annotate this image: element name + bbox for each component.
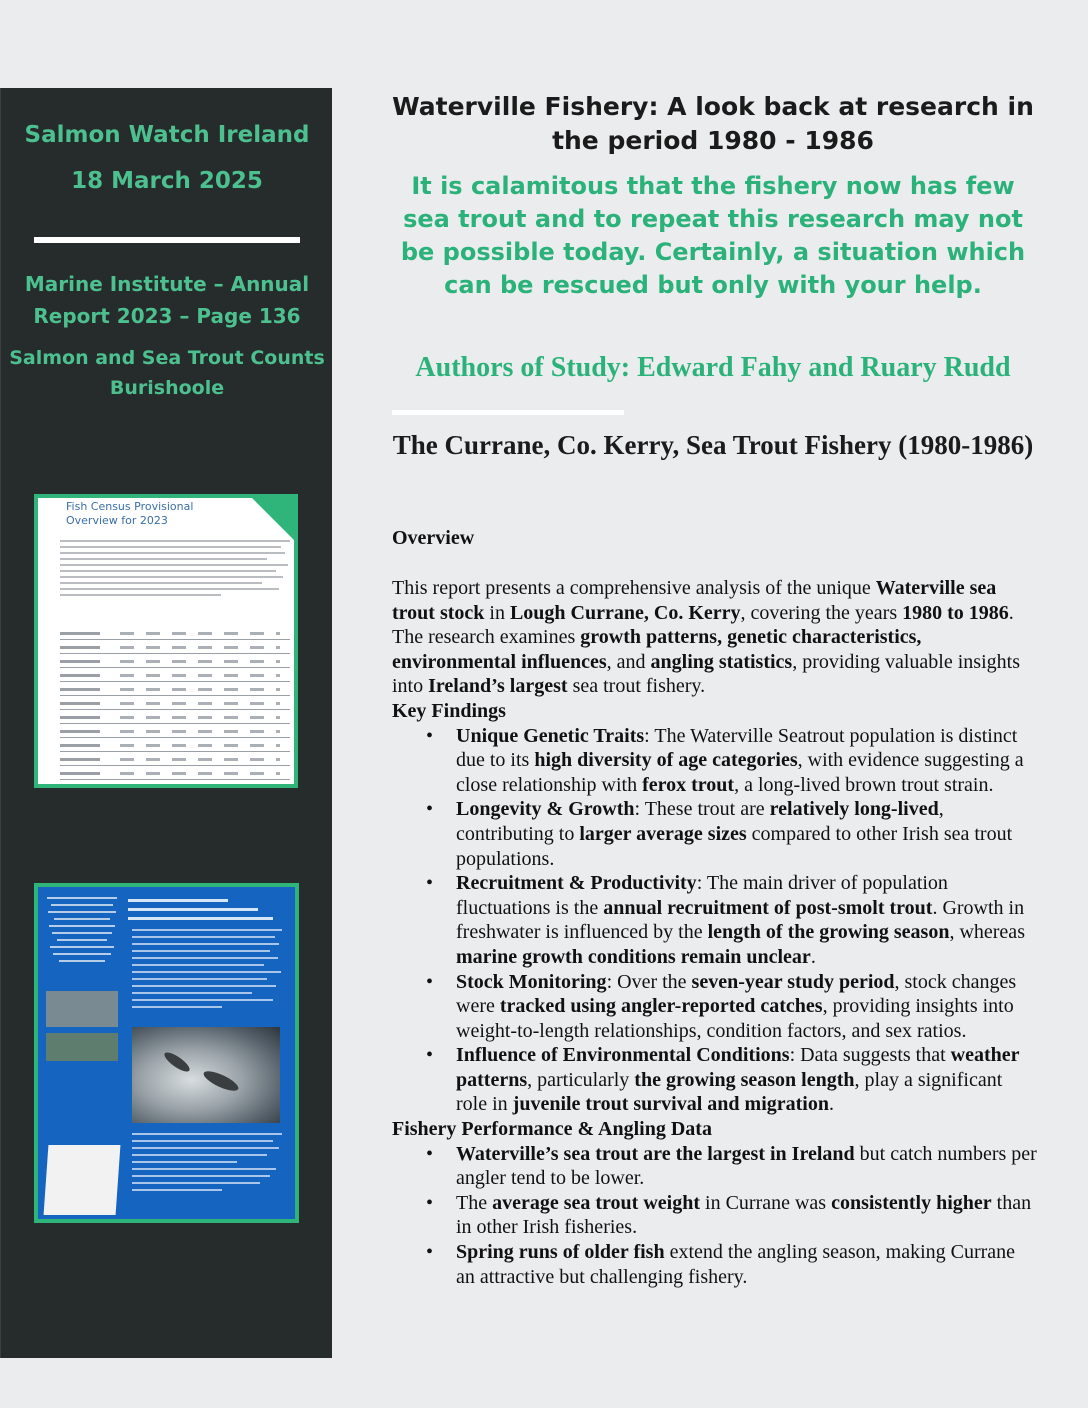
list-item: • Recruitment & Productivity: The main driver of population fluctuations is the annual recruitment of post-smolt trout. Growth in freshwater is influenced by the length of the growing season, whereas marine growth conditions remain unclear. [456, 871, 1038, 969]
leaping-salmon-photo [132, 1027, 280, 1123]
thumbnail-table [60, 628, 290, 740]
sidebar-date: 18 March 2025 [71, 168, 263, 194]
key-findings-heading: Key Findings [392, 699, 506, 722]
thumbnail-corner-decoration [250, 496, 296, 542]
authors-line: Authors of Study: Edward Fahy and Ruary Rudd [415, 352, 1011, 383]
list-item: • Longevity & Growth: These trout are relatively long-lived, contributing to larger average sizes compared to other Irish sea trout populations. [456, 797, 1038, 871]
fishery-performance-heading: Fishery Performance & Angling Data [392, 1118, 712, 1141]
salmon-watch-update-thumbnail[interactable] [34, 883, 299, 1223]
page-title: Waterville Fishery: A look back at research in the period 1980 - 1986 [392, 92, 1034, 155]
fish-census-thumbnail[interactable] [34, 494, 298, 788]
study-title: The Currane, Co. Kerry, Sea Trout Fishery (1980-1986) [392, 430, 1034, 460]
thumbnail-body-text [132, 929, 282, 1013]
overview-paragraph: This report presents a comprehensive analysis of the unique Waterville sea trout stock in Lough Currane, Co. Kerry, covering the years 1980 to 1986. The research examines growth patterns, genetic characteristics, environmental influences, and angling statistics, providing valuable insights into Ireland’s largest sea trout fishery. [392, 577, 1020, 698]
overview-heading: Overview [392, 527, 475, 549]
thumbnail-small-photo [46, 991, 118, 1027]
list-item: • The average sea trout weight in Currane was consistently higher than in other Irish fisheries. [456, 1191, 1038, 1240]
thumbnail-headline [128, 899, 278, 926]
list-item: • Spring runs of older fish extend the angling season, making Currane an attractive but challenging fishery. [456, 1240, 1038, 1289]
report-body [392, 576, 1038, 1289]
thumbnail-table-2 [60, 726, 290, 782]
thumbnail-document-icon [44, 1145, 121, 1215]
marine-institute-report-link[interactable]: Marine Institute – Annual Report 2023 – Page 136 [24, 272, 310, 328]
thumbnail-text-lines [60, 540, 290, 600]
appeal-text: It is calamitous that the fishery now has few sea trout and to repeat this research may not be possible today. Certainly, a situation which can be rescued but only with your help. [400, 172, 1026, 299]
list-item: • Influence of Environmental Conditions: Data suggests that weather patterns, particularly the growing season length, play a significant role in juvenile trout survival and migration. [456, 1043, 1038, 1117]
fish-census-thumbnail-title: Fish Census Provisional Overview for 2023 [66, 500, 194, 527]
sidebar-divider [34, 237, 300, 243]
sidebar-org-name: Salmon Watch Ireland [24, 122, 310, 148]
list-item: • Stock Monitoring: Over the seven-year study period, stock changes were tracked using angler-reported catches, providing insights into weight-to-length relationships, condition factors, and sex ratios. [456, 970, 1038, 1044]
sidebar [0, 88, 332, 1358]
fishery-performance-list [392, 1142, 1038, 1290]
thumbnail-sidebar-text [42, 897, 122, 967]
thumbnail-body-text-2 [132, 1133, 282, 1196]
thumbnail-small-photo-2 [46, 1033, 118, 1061]
burishoole-counts-link[interactable]: Salmon and Sea Trout Counts Burishoole [9, 347, 325, 399]
section-divider [392, 410, 624, 415]
list-item: • Waterville’s sea trout are the largest in Ireland but catch numbers per angler tend to be lower. [456, 1142, 1038, 1191]
key-findings-list [392, 724, 1038, 1118]
list-item: • Unique Genetic Traits: The Waterville Seatrout population is distinct due to its high diversity of age categories, with evidence suggesting a close relationship with ferox trout, a long-lived brown trout strain. [456, 724, 1038, 798]
